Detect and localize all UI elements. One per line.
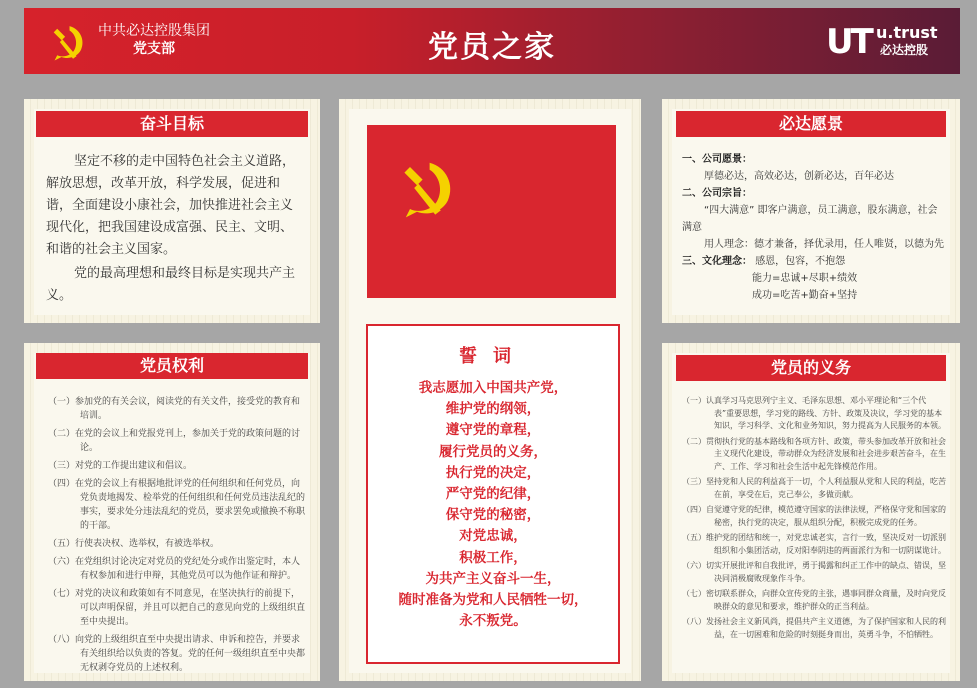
oath-line: 积极工作， [459, 549, 527, 566]
list-item: （五）行使表决权、选举权，有被选举权。 [48, 539, 220, 549]
oath-line: 执行党的决定， [445, 464, 541, 481]
list-item: （三）对党的工作提出建议和倡议。 [48, 461, 193, 471]
oath-line: 我志愿加入中国共产党， [418, 380, 568, 396]
goals-paragraph: 坚定不移的走中国特色社会主义道路，解放思想，改革开放，科学发展，促进和谐，全面建设小康社会，加快推进社会主义现代化，把我国建设成富强、民主、文明、和谐的社会主义国家。 [46, 154, 296, 257]
org-line1: 中共必达控股集团 [98, 23, 210, 39]
list-item: （八）向党的上级组织直至中央提出请求、申诉和控告，并要求有关组织给以负责的答复。党的任何一级组织直至中央都无权剥夺党员的上述权利。 [48, 635, 306, 673]
list-item: （一）认真学习马克思列宁主义、毛泽东思想、邓小平理论和“三个代表”重要思想，学习党的路线、方针、政策及决议，学习党的基本知识，学习科学、文化和业务知识，努力提高为人民服务的本领。 [682, 396, 946, 430]
header-banner [24, 8, 960, 74]
oath-line: 对党忠诚， [459, 528, 527, 545]
list-item: （二）贯彻执行党的基本路线和各项方针、政策，带头参加改革开放和社会主义现代化建设，带动群众为经济发展和社会进步艰苦奋斗，在生产、工作、学习和社会生活中起先锋模范作用。 [682, 436, 946, 471]
list-item: （七）密切联系群众，向群众宣传党的主张，遇事同群众商量，及时向党反映群众的意见和要求，维护群众的正当利益。 [682, 589, 946, 611]
list-item: （七）对党的决议和政策如有不同意见，在坚决执行的前提下，可以声明保留，并且可以把自己的意见向党的上级组织直至中央提出。 [48, 589, 306, 627]
duties-panel [662, 343, 960, 681]
duties-list [682, 395, 946, 644]
rights-panel [24, 343, 320, 681]
oath-line: 严守党的纪律， [445, 486, 541, 503]
duties-title: 党员的义务 [676, 355, 946, 381]
oath-title: 誓词 [459, 346, 527, 367]
goals-title: 奋斗目标 [36, 111, 308, 137]
list-item: （一）参加党的有关会议，阅读党的有关文件，接受党的教育和培训。 [48, 397, 301, 421]
oath-box [366, 324, 620, 664]
logo-sub: 必达控股 [880, 43, 929, 57]
oath-line: 保守党的秘密， [445, 507, 541, 524]
vision-heading: 二、公司宗旨： [682, 188, 752, 199]
oath-line: 随时准备为党和人民牺牲一切， [398, 592, 588, 609]
goals-paragraph: 党的最高理想和最终目标是实现共产主义。 [46, 266, 296, 303]
list-item: （四）在党的会议上有根据地批评党的任何组织和任何党员，向党负责地揭发、检举党的任何组织和任何党员违法乱纪的事实，要求处分违法乱纪的党员，要求罢免或撤换不称职的干部。 [48, 479, 306, 531]
list-item: （八）发扬社会主义新风尚，提倡共产主义道德，为了保护国家和人民的利益，在一切困难和危险的时刻挺身而出，英勇斗争，不怕牺牲。 [682, 617, 946, 639]
party-flag [367, 125, 616, 298]
vision-text: 能力=忠诚+尽职+绩效 [752, 273, 858, 284]
logo-mark: UT [826, 22, 871, 62]
vision-heading: 一、公司愿景： [682, 154, 752, 165]
org-line2: 党支部 [133, 41, 175, 57]
list-item: （六）切实开展批评和自我批评，勇于揭露和纠正工作中的缺点、错误，坚决同消极腐败现象作斗争。 [682, 561, 946, 583]
goals-body [46, 151, 302, 309]
logo-brand: u.trust [876, 23, 938, 42]
oath-line: 遵守党的章程， [445, 422, 541, 439]
oath-line: 维护党的纲领， [445, 401, 541, 418]
vision-heading: 三、文化理念： 感恩，包容，不抱怨 [682, 256, 846, 267]
goals-panel [24, 99, 320, 323]
list-item: （六）在党组织讨论决定对党员的党纪处分或作出鉴定时，本人有权参加和进行申辩，其他党员可以为他作证和辩护。 [48, 557, 301, 581]
rights-title: 党员权利 [36, 353, 308, 379]
vision-title: 必达愿景 [676, 111, 946, 137]
oath-lines [368, 378, 618, 632]
list-item: （四）自觉遵守党的纪律，模范遵守国家的法律法规，严格保守党和国家的秘密，执行党的决定，服从组织分配，积极完成党的任务。 [682, 505, 946, 527]
vision-text: 用人理念：德才兼备，择优录用，任人唯贤，以德为先 [704, 239, 944, 250]
oath-line: 永不叛党。 [459, 613, 527, 630]
list-item: （二）在党的会议上和党报党刊上，参加关于党的政策问题的讨论。 [48, 429, 301, 453]
vision-text: “四大满意” 即客户满意，员工满意，股东满意，社会满意 [682, 205, 938, 233]
vision-panel [662, 99, 960, 323]
vision-body [682, 151, 944, 304]
company-logo [826, 24, 942, 60]
vision-text: 成功=吃苦+勤奋+坚持 [752, 290, 858, 301]
list-item: （三）坚持党和人民的利益高于一切，个人利益服从党和人民的利益，吃苦在前，享受在后，克己奉公，多做贡献。 [682, 477, 946, 499]
vision-text: 厚德必达，高效必达，创新必达，百年必达 [704, 171, 894, 182]
rights-list [48, 395, 306, 679]
oath-line: 履行党员的义务， [439, 443, 547, 460]
page-title: 党员之家 [428, 30, 556, 65]
list-item: （五）维护党的团结和统一，对党忠诚老实，言行一致，坚决反对一切派别组织和小集团活动，反对阳奉阴违的两面派行为和一切阴谋诡计。 [682, 533, 946, 555]
oath-line: 为共产主义奋斗一生， [425, 570, 561, 587]
hammer-sickle-icon [389, 153, 459, 223]
